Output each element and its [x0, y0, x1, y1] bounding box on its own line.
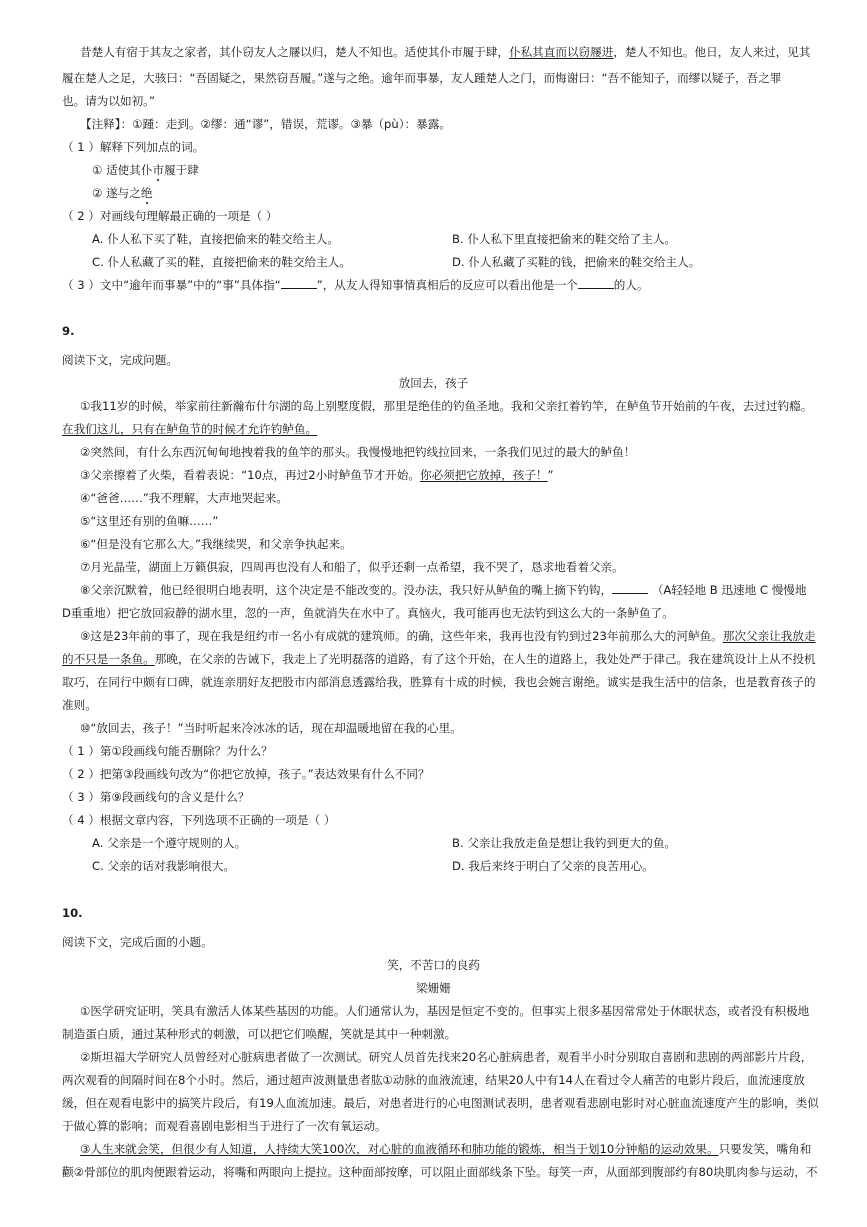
- section-intro: 阅读下文，完成问题。: [62, 353, 178, 367]
- option-d: D. 我后来终于明白了父亲的良苦用心。: [452, 859, 654, 873]
- question-number: 10.: [62, 906, 83, 920]
- section-intro: 阅读下文，完成后面的小题。: [62, 935, 213, 949]
- dotted-word: 市: [152, 163, 165, 177]
- article-author: 梁姗姗: [416, 981, 451, 995]
- paragraph-8-cont: D重重地）把它放回寂静的湖水里，忽的一声，鱼就消失在水中了。真恼火，我可能再也无法钓到这么大的一条鲈鱼了。: [62, 606, 674, 620]
- question-1: （ 1 ）第①段画线句能否删除？为什么？: [62, 744, 273, 758]
- article-title: 笑，不苦口的良药: [387, 958, 480, 972]
- underlined-sentence: 仆私其直而以窃屦进: [508, 45, 614, 59]
- question-1-item-a: ① 适使其仆市履于肆: [92, 163, 199, 177]
- paragraph-3: ③人生来就会笑，但很少有人知道，人持续大笑100次，对心脏的血液循环和肺功能的锻炼，相当于划10分钟船的运动效果。只要发笑，嘴角和: [80, 1142, 812, 1156]
- paragraph-9: ⑨这是23年前的事了，现在我是纽约市一名小有成就的建筑师。的确，这些年来，我再也没有钓到过23年前那么大的河鲈鱼。那次父亲让我放走: [80, 629, 816, 643]
- paragraph-1: ①医学研究证明，笑具有激活人体某些基因的功能。人们通常认为，基因是恒定不变的。但事实上很多基因常常处于休眠状态，或者没有积极地: [80, 1004, 810, 1018]
- paragraph-3: ③父亲擦着了火柴，看着表说：“10点，再过2小时鲈鱼节才开始。你必须把它放掉，孩子！”: [80, 468, 554, 482]
- question-1-item-b: ② 遂与之绝: [92, 186, 153, 200]
- paragraph-1: ①我11岁的时候，举家前往新瀚布什尔湖的岛上别墅度假，那里是绝佳的钓鱼圣地。我和父亲扛着钓竿，在鲈鱼节开始前的午夜，去过过钓瘾。: [80, 399, 813, 413]
- article-title: 放回去，孩子: [398, 376, 469, 390]
- paragraph-9-cont: 的不只是一条鱼。那晚，在父亲的告诫下，我走上了光明磊落的道路，有了这个开始，在人生的道路上，我处处严于律己。我在建筑设计上从不投机: [62, 652, 816, 666]
- paragraph-1-underlined: 在我们这儿，只有在鲈鱼节的时候才允许钓鲈鱼。: [62, 422, 318, 436]
- annotation-note: 【注释】：①踵：走到。②缪：通“谬”，错误，荒谬。③暴（pù）：暴露。: [80, 117, 451, 131]
- paragraph-2: ②斯坦福大学研究人员曾经对心脏病患者做了一次测试。研究人员首先找来20名心脏病患者，观看半小时分别取自喜剧和悲剧的两部影片片段，: [80, 1050, 813, 1064]
- question-3: （ 3 ）第⑨段画线句的含义是什么？: [62, 790, 250, 804]
- option-b: B. 父亲让我放走鱼是想让我钓到更大的鱼。: [452, 836, 677, 850]
- answer-blank[interactable]: [612, 582, 648, 594]
- paragraph-4: ④“爸爸……”我不理解，大声地哭起来。: [80, 491, 288, 505]
- answer-blank[interactable]: [578, 277, 614, 289]
- passage-line: 也。请为以如初。”: [62, 94, 155, 108]
- option-a: A. 父亲是一个遵守规则的人。: [92, 836, 247, 850]
- dotted-word: 绝: [140, 186, 153, 200]
- paragraph-2-cont: 两次观看的间隔时间在8个小时。然后，通过超声波测量患者肱①动脉的血液流速，结果20人中有14人在看过令人痛苦的电影片段后，血流速度放: [62, 1073, 805, 1087]
- question-2: （ 2 ）对画线句理解最正确的一项是（ ）: [62, 209, 278, 223]
- paragraph-8: ⑧父亲沉默着，他已经很明白地表明，这个决定是不能改变的。没办法，我只好从鲈鱼的嘴上摘下钓钩， （A轻轻地 B 迅速地 C 慢慢地: [80, 583, 807, 597]
- paragraph-2: ②突然间，有什么东西沉甸甸地拽着我的鱼竿的那头。我慢慢地把钓线拉回来，一条我们见过的最大的鲈鱼！: [80, 445, 636, 459]
- option-a: A. 仆人私下买了鞋，直接把偷来的鞋交给主人。: [92, 232, 339, 246]
- passage-line: 昔楚人有宿于其友之家者，其仆窃友人之屦以归，楚人不知也。适使其仆市履于肆，仆私其直而以窃屦进，楚人不知也。他日，友人来过，见其: [80, 45, 811, 59]
- paragraph-7: ⑦月光晶莹，湖面上万籁俱寂，四周再也没有人和船了，似乎还剩一点希望，我不哭了，恳求地看着父亲。: [80, 560, 624, 574]
- question-number: 9.: [62, 324, 75, 338]
- option-d: D. 仆人私藏了买鞋的钱，把偷来的鞋交给主人。: [452, 255, 701, 269]
- option-b: B. 仆人私下里直接把偷来的鞋交给了主人。: [452, 232, 677, 246]
- paragraph-1-cont: 制造蛋白质，通过某种形式的刺激，可以把它们唤醒，笑就是其中一种刺激。: [62, 1027, 457, 1041]
- paragraph-9-cont: 准则。: [62, 698, 97, 712]
- option-c: C. 仆人私藏了买的鞋，直接把偷来的鞋交给主人。: [92, 255, 351, 269]
- paragraph-6: ⑥“但是没有它那么大。”我继续哭，和父亲争执起来。: [80, 537, 352, 551]
- question-3: （ 3 ）文中“逾年而事暴”中的“事”具体指“ ”，从友人得知事情真相后的反应可以看出他是一个 的人。: [62, 278, 649, 292]
- paragraph-2-cont: 于做心算的影响；而观看喜剧电影相当于进行了一次有氧运动。: [62, 1119, 387, 1133]
- paragraph-5: ⑤“这里还有别的鱼嘛……”: [80, 514, 219, 528]
- option-c: C. 父亲的话对我影响很大。: [92, 859, 235, 873]
- question-2: （ 2 ）把第③段画线句改为“你把它放掉，孩子。”表达效果有什么不同？: [62, 767, 430, 781]
- paragraph-3-cont: 颧②骨部位的肌肉便跟着运动，将嘴和两眼向上提拉。这种面部按摩，可以阻止面部线条下坠。每笑一声，从面部到腹部约有80块肌肉参与运动，不: [62, 1165, 818, 1179]
- paragraph-9-cont: 取巧，在同行中颇有口碑，就连亲朋好友把股市内部消息透露给我，胜算有十成的时候，我也会婉言谢绝。诚实是我生活中的信条，也是教育孩子的: [62, 675, 816, 689]
- question-1: （ 1 ）解释下列加点的词。: [62, 140, 205, 154]
- paragraph-10: ⑩“放回去，孩子！”当时听起来冷冰冰的话，现在却温暖地留在我的心里。: [80, 721, 462, 735]
- answer-blank[interactable]: [281, 277, 317, 289]
- paragraph-2-cont: 缓，但在观看电影中的搞笑片段后，有19人血流加速。最后，对患者进行的心电图测试表明，患者观看悲剧电影时对心脏血流速度产生的影响，类似: [62, 1096, 819, 1110]
- passage-line: 履在楚人之足，大骇曰：“吾固疑之，果然窃吾履。”遂与之绝。逾年而事暴，友人踵楚人之门，而悔谢曰：“吾不能知子，而缪以疑子，吾之罪: [62, 71, 782, 85]
- question-4: （ 4 ）根据文章内容，下列选项不正确的一项是（ ）: [62, 813, 336, 827]
